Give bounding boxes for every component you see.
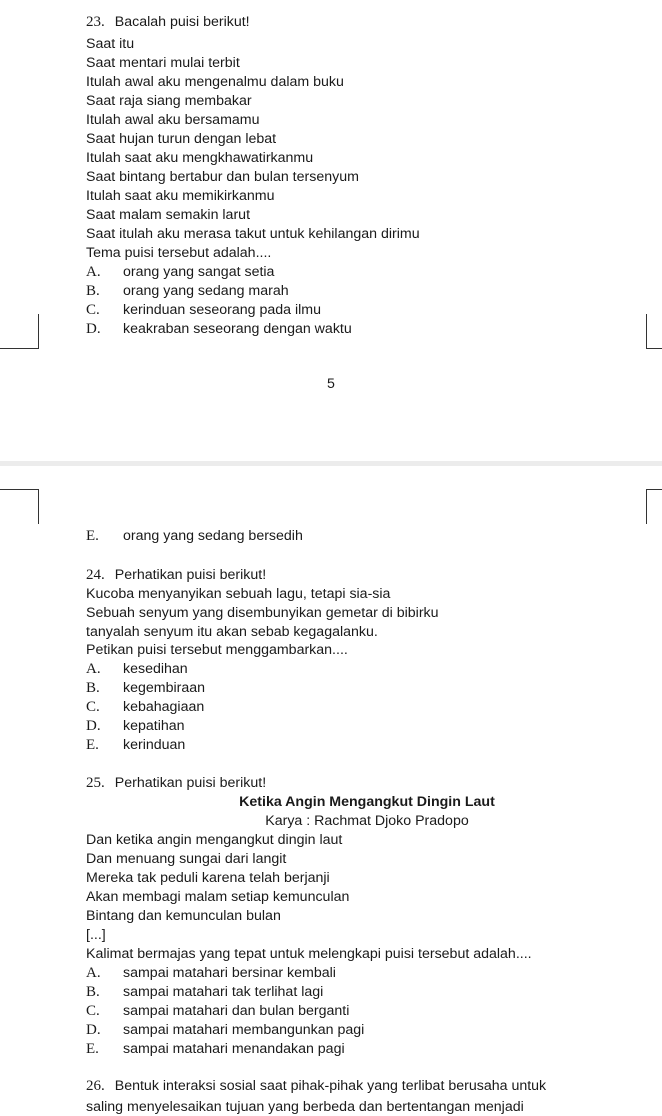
q25-option-a[interactable] xyxy=(86,964,336,982)
q25-poem-title: Ketika Angin Mengangkut Dingin Laut xyxy=(239,794,495,810)
q23-poem-line: Saat malam semakin larut xyxy=(86,207,251,223)
q25-poem-line: Mereka tak peduli karena telah berjanji xyxy=(86,870,330,886)
q24-prompt: Perhatikan puisi berikut! xyxy=(114,567,267,583)
q23-poem-line: Saat bintang bertabur dan bulan tersenyum xyxy=(86,169,359,185)
q24-option-d[interactable] xyxy=(86,717,185,735)
option-text: kerinduan seseorang pada ilmu xyxy=(123,302,321,318)
q24-poem-line: Sebuah senyum yang disembunyikan gemetar di bibirku xyxy=(86,605,439,621)
option-text: kepatihan xyxy=(123,718,185,734)
option-text: sampai matahari dan bulan berganti xyxy=(123,1003,350,1019)
option-letter: E. xyxy=(86,737,99,753)
q23-question: Tema puisi tersebut adalah.... xyxy=(86,245,272,261)
q25-poem-line: Dan menuang sungai dari langit xyxy=(86,851,287,867)
q25-question: Kalimat bermajas yang tepat untuk melengkapi puisi tersebut adalah.... xyxy=(86,946,532,962)
option-letter: E. xyxy=(86,1041,99,1057)
option-text: keakraban seseorang dengan waktu xyxy=(123,321,352,337)
q24-option-e[interactable] xyxy=(86,736,185,754)
q23-heading xyxy=(86,13,250,31)
option-letter: D. xyxy=(86,1022,101,1038)
page-number: 5 xyxy=(327,376,335,392)
q23-option-e[interactable] xyxy=(86,527,303,545)
q23-poem-line: Saat itu xyxy=(86,36,135,52)
q24-question: Petikan puisi tersebut menggambarkan.... xyxy=(86,642,348,658)
q25-option-c[interactable] xyxy=(86,1002,349,1020)
option-letter: B. xyxy=(86,283,100,299)
q26-continuation: saling menyelesaikan tujuan yang berbeda dan bertentangan menjadi xyxy=(86,1099,524,1115)
q23-prompt: Bacalah puisi berikut! xyxy=(114,14,250,30)
option-letter: C. xyxy=(86,302,100,318)
q23-poem-line: Itulah awal aku bersamamu xyxy=(86,112,260,128)
q25-option-d[interactable] xyxy=(86,1021,364,1039)
option-text: sampai matahari tak terlihat lagi xyxy=(123,984,324,1000)
q25-poem-line: [...] xyxy=(86,927,106,943)
option-letter: A. xyxy=(86,965,101,981)
option-letter: D. xyxy=(86,718,101,734)
q26-number: 26. xyxy=(86,1078,105,1094)
page-break xyxy=(0,461,662,466)
option-text: kesedihan xyxy=(123,661,188,677)
q23-poem-line: Saat mentari mulai terbit xyxy=(86,55,240,71)
option-letter: B. xyxy=(86,984,100,1000)
q23-poem-line: Saat hujan turun dengan lebat xyxy=(86,131,277,147)
q25-option-b[interactable] xyxy=(86,983,323,1001)
q23-option-a[interactable] xyxy=(86,263,274,281)
crop-mark-top-right xyxy=(646,489,662,524)
q24-option-a[interactable] xyxy=(86,660,188,678)
option-letter: C. xyxy=(86,1003,100,1019)
crop-mark-bottom-right xyxy=(646,314,662,349)
q25-poem-author: Karya : Rachmat Djoko Pradopo xyxy=(265,813,469,829)
option-text: orang yang sedang marah xyxy=(123,283,289,299)
option-text: sampai matahari menandakan pagi xyxy=(123,1041,345,1057)
option-letter: E. xyxy=(86,528,99,544)
q24-poem-line: Kucoba menyanyikan sebuah lagu, tetapi sia-sia xyxy=(86,586,391,602)
option-text: sampai matahari bersinar kembali xyxy=(123,965,336,981)
crop-mark-top-left xyxy=(0,489,39,524)
option-letter: A. xyxy=(86,264,101,280)
q24-poem-line: tanyalah senyum itu akan sebab kegagalanku. xyxy=(86,624,378,640)
q25-option-e[interactable] xyxy=(86,1040,345,1058)
option-letter: D. xyxy=(86,321,101,337)
option-letter: B. xyxy=(86,680,100,696)
q23-poem-line: Itulah saat aku mengkhawatirkanmu xyxy=(86,150,314,166)
q23-poem-line: Itulah saat aku memikirkanmu xyxy=(86,188,275,204)
q26-heading xyxy=(86,1077,546,1095)
option-text: orang yang sedang bersedih xyxy=(123,528,303,544)
q23-number: 23. xyxy=(86,14,105,30)
q25-number: 25. xyxy=(86,775,105,791)
crop-mark-bottom-left xyxy=(0,314,39,349)
q23-option-c[interactable] xyxy=(86,301,321,319)
q25-poem-line: Bintang dan kemunculan bulan xyxy=(86,908,281,924)
option-text: sampai matahari membangunkan pagi xyxy=(123,1022,365,1038)
q23-option-d[interactable] xyxy=(86,320,352,338)
q23-poem-line: Saat itulah aku merasa takut untuk kehilangan dirimu xyxy=(86,226,420,242)
q23-poem-line: Itulah awal aku mengenalmu dalam buku xyxy=(86,74,344,90)
q25-poem-line: Akan membagi malam setiap kemunculan xyxy=(86,889,350,905)
option-text: kegembiraan xyxy=(123,680,206,696)
option-text: orang yang sangat setia xyxy=(123,264,275,280)
q26-prompt: Bentuk interaksi sosial saat pihak-pihak yang terlibat berusaha untuk xyxy=(114,1078,547,1094)
q24-heading xyxy=(86,566,266,584)
q24-option-b[interactable] xyxy=(86,679,205,697)
option-letter: A. xyxy=(86,661,101,677)
q25-poem-line: Dan ketika angin mengangkut dingin laut xyxy=(86,832,343,848)
option-text: kerinduan xyxy=(123,737,186,753)
q24-number: 24. xyxy=(86,567,105,583)
q23-option-b[interactable] xyxy=(86,282,289,300)
q24-option-c[interactable] xyxy=(86,698,204,716)
q23-poem-line: Saat raja siang membakar xyxy=(86,93,252,109)
q25-prompt: Perhatikan puisi berikut! xyxy=(114,775,267,791)
option-letter: C. xyxy=(86,699,100,715)
q25-heading xyxy=(86,774,266,792)
option-text: kebahagiaan xyxy=(123,699,205,715)
